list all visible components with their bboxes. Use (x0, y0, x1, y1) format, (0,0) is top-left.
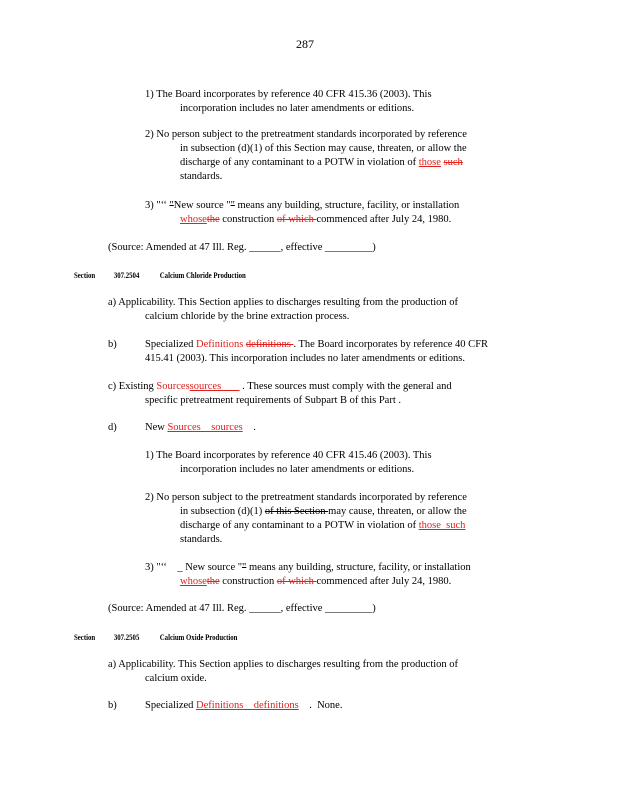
item-d1-line-1: 1) The Board incorporates by reference 40 CFR 415.46 (2003). This (145, 450, 432, 461)
text: . The Board incorporates by reference 40 CFR (293, 339, 489, 350)
source-note: (Source: Amended at 47 Ill. Reg. ______, effective _________) (108, 242, 376, 253)
text: New (145, 422, 168, 433)
item-1-line-2: incorporation includes no later amendments or editions. (180, 103, 415, 114)
deleted-text: " (169, 200, 174, 211)
inserted-text: _ (177, 562, 183, 573)
item-d2-line-4: standards. (180, 534, 223, 545)
text: 3) "‘‘ (145, 200, 167, 211)
subsection-a-line-2: calcium oxide. (145, 673, 207, 684)
text: 3) "‘‘ (145, 562, 178, 573)
inserted-text: those (418, 157, 441, 168)
subsection-a-line-1: a) Applicability. This Section applies to discharges resulting from the production of (108, 297, 459, 308)
subsection-a-line-2: calcium chloride by the brine extraction process. (145, 311, 350, 322)
subsection-b-line-1 (145, 700, 342, 712)
inserted-text: Sources (156, 381, 190, 392)
inserted-text: Definitions definitions (196, 700, 299, 711)
text: may cause, threaten, or allow the (328, 506, 467, 517)
text: . These sources must comply with the general and (239, 381, 452, 392)
section-title: Calcium Oxide Production (159, 633, 238, 642)
item-2-line-4: standards. (180, 171, 223, 182)
text: construction (219, 576, 277, 587)
text: commenced after July 24, 1980. (316, 576, 452, 587)
text: discharge of any contaminant to a POTW in violation of (180, 520, 419, 531)
text: in subsection (d)(1) (180, 506, 265, 517)
subsection-c-line-1 (108, 381, 452, 393)
item-1-line-1: 1) The Board incorporates by reference 40 CFR 415.36 (2003). This (145, 89, 432, 100)
section-number: 307.2504 (113, 271, 140, 280)
deleted-text: of which (276, 214, 317, 225)
item-2-line-2: in subsection (d)(1) of this Section may cause, threaten, or allow the (180, 143, 467, 154)
text: . (242, 422, 256, 433)
text: c) Existing (108, 381, 157, 392)
item-d2-line-1: 2) No person subject to the pretreatment standards incorporated by reference (145, 492, 467, 503)
inserted-text: sources (189, 381, 240, 392)
item-d3-line-1 (145, 562, 471, 574)
item-d2-line-2 (180, 506, 467, 518)
text: discharge of any contaminant to a POTW in violation of (180, 157, 419, 168)
text: commenced after July 24, 1980. (316, 214, 452, 225)
deleted-text: of this Section (264, 506, 329, 517)
item-3-line-2 (180, 214, 451, 226)
subsection-a-line-1: a) Applicability. This Section applies to discharges resulting from the production of (108, 659, 459, 670)
text: construction (219, 214, 277, 225)
item-d2-line-3 (180, 520, 465, 532)
text: means any building, structure, facility, or installation (246, 562, 471, 573)
deleted-text: of which (276, 576, 317, 587)
section-label: Section (74, 271, 96, 280)
subsection-b-line-1 (145, 339, 488, 351)
inserted-text: whose (180, 576, 207, 587)
item-d1-line-2: incorporation includes no later amendments or editions. (180, 464, 415, 475)
inserted-text: whose (180, 214, 207, 225)
subsection-d-marker: d) (108, 422, 117, 433)
inserted-text: Sources sources (167, 422, 243, 433)
text: New source " (173, 200, 231, 211)
item-d3-line-2 (180, 576, 451, 588)
item-2-line-1: 2) No person subject to the pretreatment standards incorporated by reference (145, 129, 467, 140)
section-title: Calcium Chloride Production (159, 271, 246, 280)
deleted-text: definitions (245, 339, 294, 350)
subsection-c-line-2: specific pretreatment requirements of Subpart B of this Part . (145, 395, 402, 406)
deleted-text: the (206, 576, 220, 587)
item-2-line-3 (180, 157, 463, 169)
section-number: 307.2505 (113, 633, 140, 642)
section-heading (74, 632, 237, 644)
section-heading (74, 270, 246, 282)
inserted-text: Definitions (196, 339, 244, 350)
subsection-b-marker: b) (108, 339, 117, 350)
text: means any building, structure, facility, or installation (234, 200, 460, 211)
subsection-b-line-2: 415.41 (2003). This incorporation includes no later amendments or editions. (145, 353, 465, 364)
subsection-d-line-1 (145, 422, 256, 434)
item-3-line-1 (145, 200, 459, 212)
section-label: Section (74, 633, 96, 642)
deleted-text: such (443, 157, 463, 168)
text: Specialized (145, 700, 197, 711)
text: New source " (182, 562, 243, 573)
text: Specialized (145, 339, 197, 350)
deleted-text: the (206, 214, 220, 225)
inserted-text: those such (418, 520, 466, 531)
deleted-text: " (230, 200, 235, 211)
deleted-text: " (242, 562, 247, 573)
text: . None. (298, 700, 343, 711)
source-note: (Source: Amended at 47 Ill. Reg. ______, effective _________) (108, 603, 376, 614)
page-number: 287 (296, 37, 314, 51)
subsection-b-marker: b) (108, 700, 117, 711)
